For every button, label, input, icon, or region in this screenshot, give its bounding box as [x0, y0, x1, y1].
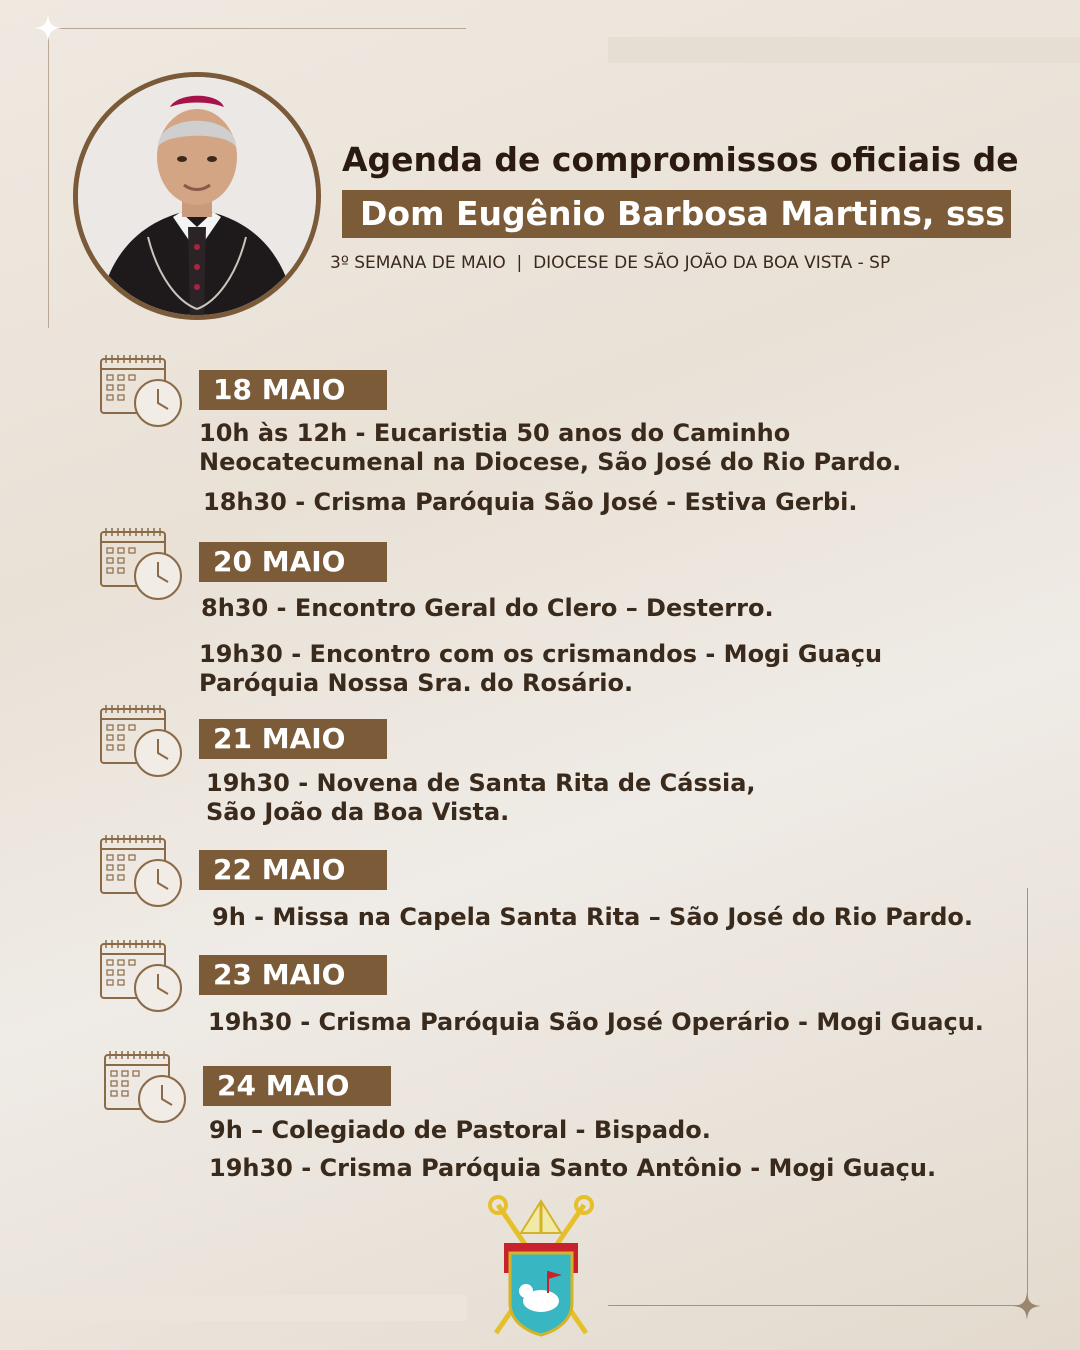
event-text: 19h30 - Crisma Paróquia São José Operário - Mogi Guaçu. [208, 1008, 984, 1036]
frame-line-top [48, 28, 466, 29]
frame-line-bottom [608, 1305, 1028, 1306]
event-text: Paróquia Nossa Sra. do Rosário. [199, 669, 634, 697]
event-text: 19h30 - Encontro com os crismandos - Mogi Guaçu [199, 640, 883, 668]
day-label-18: 18 MAIO [199, 370, 387, 410]
calendar-clock-icon [98, 353, 188, 429]
frame-line-left [48, 28, 49, 328]
calendar-clock-icon [98, 938, 188, 1014]
decorative-bar-bottom [0, 1295, 467, 1321]
bishop-portrait [73, 72, 321, 320]
event-text: São João da Boa Vista. [206, 798, 510, 826]
day-label-23: 23 MAIO [199, 955, 387, 995]
decorative-bar-top [608, 37, 1080, 63]
bishop-name-banner: Dom Eugênio Barbosa Martins, sss [342, 190, 1011, 238]
event-text: 10h às 12h - Eucaristia 50 anos do Caminho [199, 419, 791, 447]
page-title: Agenda de compromissos oficiais de [342, 140, 1019, 179]
event-text: 9h – Colegiado de Pastoral - Bispado. [209, 1116, 711, 1144]
calendar-clock-icon [98, 526, 188, 602]
bishop-photo [78, 77, 316, 315]
event-text: 19h30 - Novena de Santa Rita de Cássia, [206, 769, 756, 797]
event-text: 19h30 - Crisma Paróquia Santo Antônio - Mogi Guaçu. [209, 1154, 937, 1182]
event-text: 18h30 - Crisma Paróquia São José - Estiva Gerbi. [203, 488, 858, 516]
calendar-clock-icon [98, 833, 188, 909]
event-text: Neocatecumenal na Diocese, São José do Rio Pardo. [199, 448, 902, 476]
event-text: 9h - Missa na Capela Santa Rita – São José do Rio Pardo. [212, 903, 974, 931]
page-subtitle: 3º SEMANA DE MAIO | DIOCESE DE SÃO JOÃO DA BOA VISTA - SP [330, 253, 891, 273]
diocese-coat-of-arms-logo [486, 1193, 596, 1339]
sparkle-star-icon [1013, 1292, 1041, 1320]
sparkle-star-icon [34, 14, 62, 42]
frame-line-right [1027, 888, 1028, 1306]
calendar-clock-icon [102, 1049, 192, 1125]
day-label-21: 21 MAIO [199, 719, 387, 759]
calendar-clock-icon [98, 703, 188, 779]
day-label-22: 22 MAIO [199, 850, 387, 890]
event-text: 8h30 - Encontro Geral do Clero – Desterro. [201, 594, 774, 622]
day-label-20: 20 MAIO [199, 542, 387, 582]
day-label-24: 24 MAIO [203, 1066, 391, 1106]
